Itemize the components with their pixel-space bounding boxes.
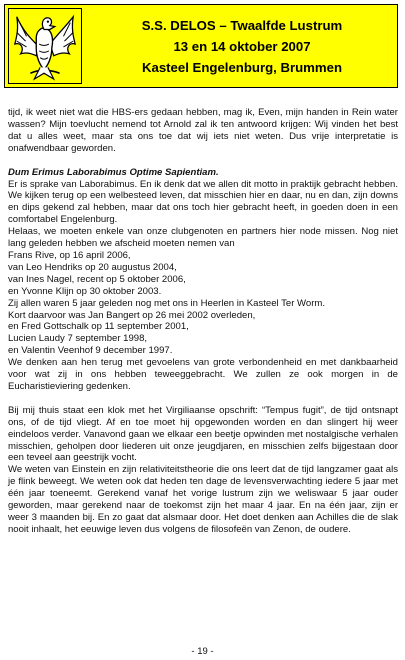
paragraph-laborabimus: Er is sprake van Laborabimus. En ik denk dat we allen dit motto in praktijk gebracht hebben. We kijken terug op een welbesteed leven, dat misschien hier en daar, nu en dan, zijn downs en dips gekend zal hebben, maar dat ons toch hier gebracht heeft, in goeden doen in een comfortabel Engelenburg. bbox=[8, 178, 398, 226]
section-heading-motto: Dum Erimus Laborabimus Optime Sapientiam. bbox=[8, 166, 219, 178]
memorial-line: en Valentin Veenhof 9 december 1997. bbox=[8, 345, 173, 357]
delos-logo bbox=[8, 8, 82, 84]
memorial-line: Frans Rive, op 16 april 2006, bbox=[8, 249, 131, 261]
memorial-line: en Fred Gottschalk op 11 september 2001, bbox=[8, 321, 189, 333]
paragraph-tempus-fugit: Bij mij thuis staat een klok met het Virgiliaanse opschrift: “Tempus fugit”, de tijd ontsnapt ons, of de tijd vliegt. Af en toe moet hij opgewonden worden en dan slingert hij weer eindeloos verder. Vanavond gaan we elkaar een beetje opwinden met nostalgische verhalen misschien, geholpen door liederen uit onze jeugdjaren, en misschien zelfs bijgestaan door een teveel aan geestrijk vocht. bbox=[8, 404, 398, 464]
memorial-line: van Ines Nagel, recent op 5 oktober 2006, bbox=[8, 273, 186, 285]
memorial-line: Zij allen waren 5 jaar geleden nog met ons in Heerlen in Kasteel Ter Worm. bbox=[8, 297, 325, 309]
memorial-line: Kort daarvoor was Jan Bangert op 26 mei 2002 overleden, bbox=[8, 309, 256, 321]
header-title-block bbox=[89, 15, 395, 78]
paragraph-remembrance: We denken aan hen terug met gevoelens van grote verbondenheid en met dankbaarheid voor wat zij in ons hebben teweeggebracht. We zullen ze ook morgen in de Eucharistieviering gedenken. bbox=[8, 357, 398, 392]
page-number: - 19 - bbox=[191, 646, 214, 657]
header-location: Kasteel Engelenburg, Brummen bbox=[141, 60, 343, 75]
paragraph-helaas: Helaas, we moeten enkele van onze clubgenoten en partners hier node missen. Nog niet lang geleden hebben we afscheid moeten nemen van bbox=[8, 226, 398, 250]
page-header bbox=[4, 4, 398, 88]
delos-bird-crest-icon bbox=[9, 9, 81, 83]
memorial-line: en Yvonne Klijn op 30 oktober 2003. bbox=[8, 285, 162, 297]
article-body bbox=[8, 107, 398, 536]
header-title: S.S. DELOS – Twaalfde Lustrum bbox=[141, 18, 343, 33]
paragraph-intro: tijd, ik weet niet wat die HBS-ers gedaan hebben, mag ik, Even, mijn handen in Rein water wassen? Mijn toevlucht nemend tot Arnold zal ik ten antwoord krijgen: Wij vinden het best dat u alles weet, maar sta ons toe dat wij iets niet weten. Dus vrije interpretatie is onafwendbaar geworden. bbox=[8, 107, 398, 154]
memorial-line: Lucien Laudy 7 september 1998, bbox=[8, 333, 148, 345]
header-date: 13 en 14 oktober 2007 bbox=[173, 39, 311, 54]
paragraph-einstein: We weten van Einstein en zijn relativiteitstheorie die ons leert dat de tijd langzamer gaat als je flink beweegt. We weten ook dat heden ten dage de levensverwachting iedere 5 jaar met één jaar toeneemt. Gerekend vanaf het vorige lustrum zijn we weliswaar 5 jaar ouder geworden, maar gerekend naar de toekomst zijn het maar 4 jaar. En na één jaar, zijn er weer 3 maanden bij. En zo gaat dat alsmaar door. Het doet denken aan Achilles die de slak nooit inhaalt, het eeuwige leven dus volgens de filosofeën van Zenon, de oudere. bbox=[8, 464, 398, 535]
memorial-line: van Leo Hendriks op 20 augustus 2004, bbox=[8, 261, 177, 273]
